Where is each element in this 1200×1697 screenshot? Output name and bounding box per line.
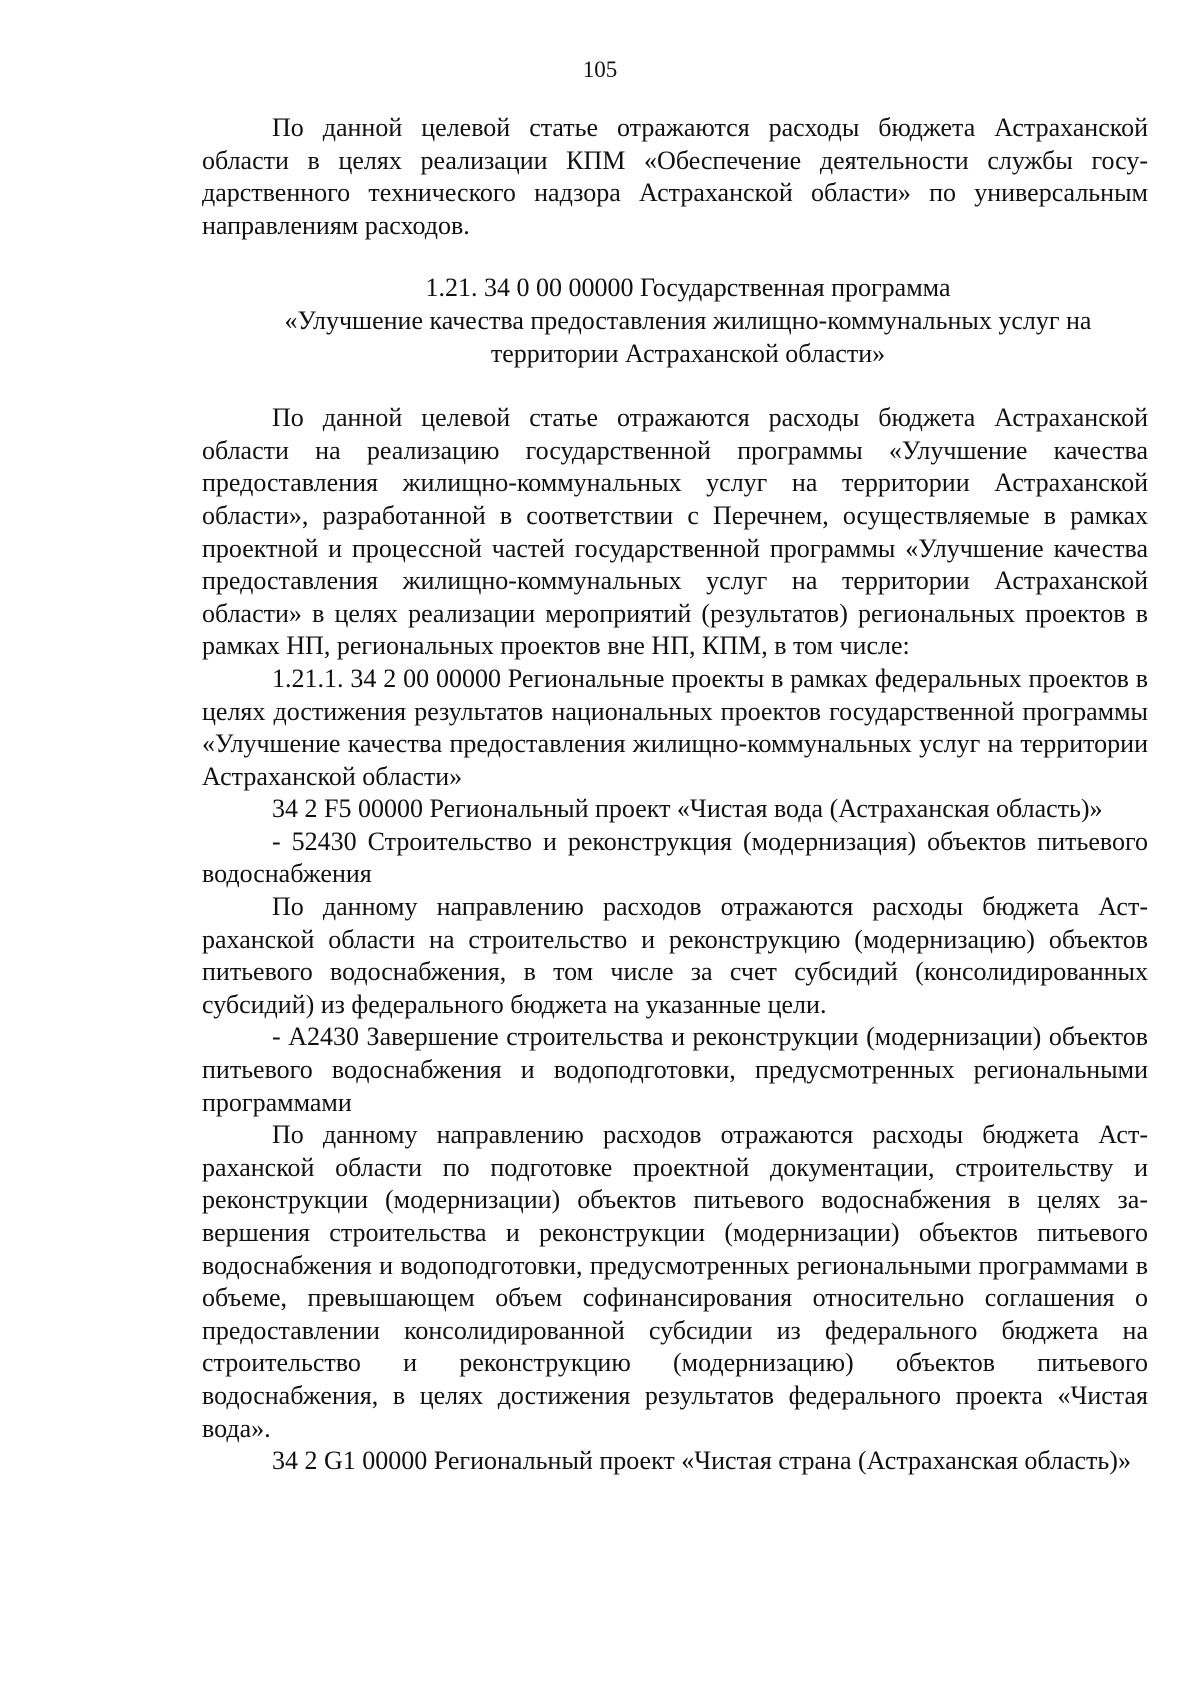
expense-item-paragraph: - А2430 Завершение строительства и реконструкции (модернизации) объектов питьевого водоснабжения и водоподготовки, предусмотренных региональными программами	[202, 1022, 1148, 1117]
project-title-paragraph: 34 2 F5 00000 Региональный проект «Чистая вода (Астраханская область)»	[272, 794, 1103, 824]
section-heading-line: территории Астраханской области»	[490, 338, 886, 368]
project-title-paragraph: 34 2 G1 00000 Региональный проект «Чистая страна (Астраханская область)»	[272, 1446, 1131, 1476]
page-number: 105	[582, 57, 618, 82]
section-heading	[202, 272, 1148, 370]
body-paragraph: По данному направлению расходов отражаются расходы бюджета Астраханской области на строительство и реконструкцию (модернизацию) объектов питьевого водоснабжения, в том числе за счет субсидий (консолидированных субсидий) из федерального бюджета на указанные цели.	[202, 892, 1148, 1019]
section-heading-line: 1.21. 34 0 00 00000 Государственная программа	[425, 273, 951, 303]
subsection-paragraph: 1.21.1. 34 2 00 00000 Региональные проекты в рамках федеральных проектов в целях достижения результатов национальных проектов государственной программы «Улучшение качества предоставления жилищно-коммунальных услуг на территории Астраханской области»	[202, 663, 1148, 791]
body-paragraph: По данному направлению расходов отражаются расходы бюджета Астраханской области по подготовке проектной документации, строительству и реконструкции (модернизации) объектов питьевого водоснабжения в целях завершения строительства и реконструкции (модернизации) объектов питьевого водоснабжения и водоподготовки, предусмотренных региональными программами в объеме, превышающем объем софинансирования относительно соглашения о предоставлении консолидированной субсидии из федерального бюджета на строительство и реконструкцию (модернизацию) объектов питьевого водоснабжения, в целях достижения результатов федерального проекта «Чистая вода».	[202, 1120, 1148, 1443]
section-heading-line: «Улучшение качества предоставления жилищно-коммунальных услуг на	[284, 305, 1092, 335]
section-body	[202, 402, 1148, 1478]
document-body	[202, 112, 1148, 1478]
body-paragraph: По данной целевой статье отражаются расходы бюджета Астраханской области на реализацию государственной программы «Улучшение качества предоставления жилищно-коммунальных услуг на территории Астраханской области», разработанной в соответствии с Перечнем, осуществляемые в рамках проектной и процессной частей государственной программы «Улучшение качества предоставления жилищно-коммунальных услуг на территории Астраханской области» в целях реализации мероприятий (результатов) региональных проектов в рамках НП, региональных проектов вне НП, КПМ, в том числе:	[202, 403, 1148, 661]
expense-item-paragraph: - 52430 Строительство и реконструкция (модернизация) объектов питьевого водоснабжения	[202, 826, 1148, 889]
intro-paragraph: По данной целевой статье отражаются расходы бюджета Астраханской области в целях реализации КПМ «Обеспечение деятельности службы государственного технического надзора Астраханской области» по универсальным направлениям расходов.	[202, 113, 1148, 240]
